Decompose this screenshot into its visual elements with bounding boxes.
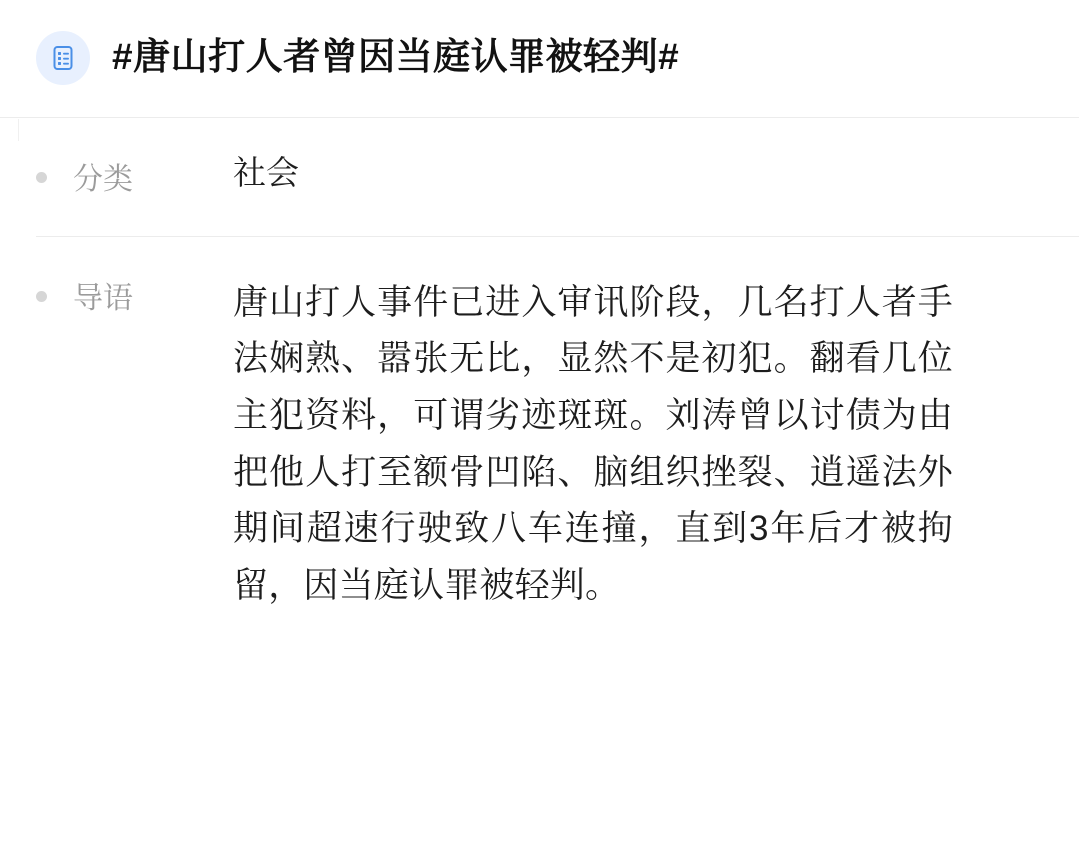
edge-divider [18, 119, 19, 141]
document-list-icon [36, 31, 90, 85]
page-header [0, 0, 1079, 118]
detail-row-summary [36, 237, 1079, 649]
detail-row-category [36, 118, 1079, 237]
summary-value: 唐山打人事件已进入审讯阶段，几名打人者手法娴熟、嚣张无比，显然不是初犯。翻看几位主犯资料，可谓劣迹斑斑。刘涛曾以讨债为由把他人打至额骨凹陷、脑组织挫裂、逍遥法外期间超速行驶致八车连撞，直到3年后才被拘留，因当庭认罪被轻判。 [233, 282, 953, 605]
category-label: 分类 [73, 163, 133, 196]
page-title: #唐山打人者曾因当庭认罪被轻判# [112, 36, 680, 78]
summary-label: 导语 [73, 281, 133, 315]
bullet-icon [36, 172, 47, 183]
category-value: 社会 [233, 154, 299, 191]
bullet-icon [36, 291, 47, 302]
detail-rows [0, 118, 1079, 649]
